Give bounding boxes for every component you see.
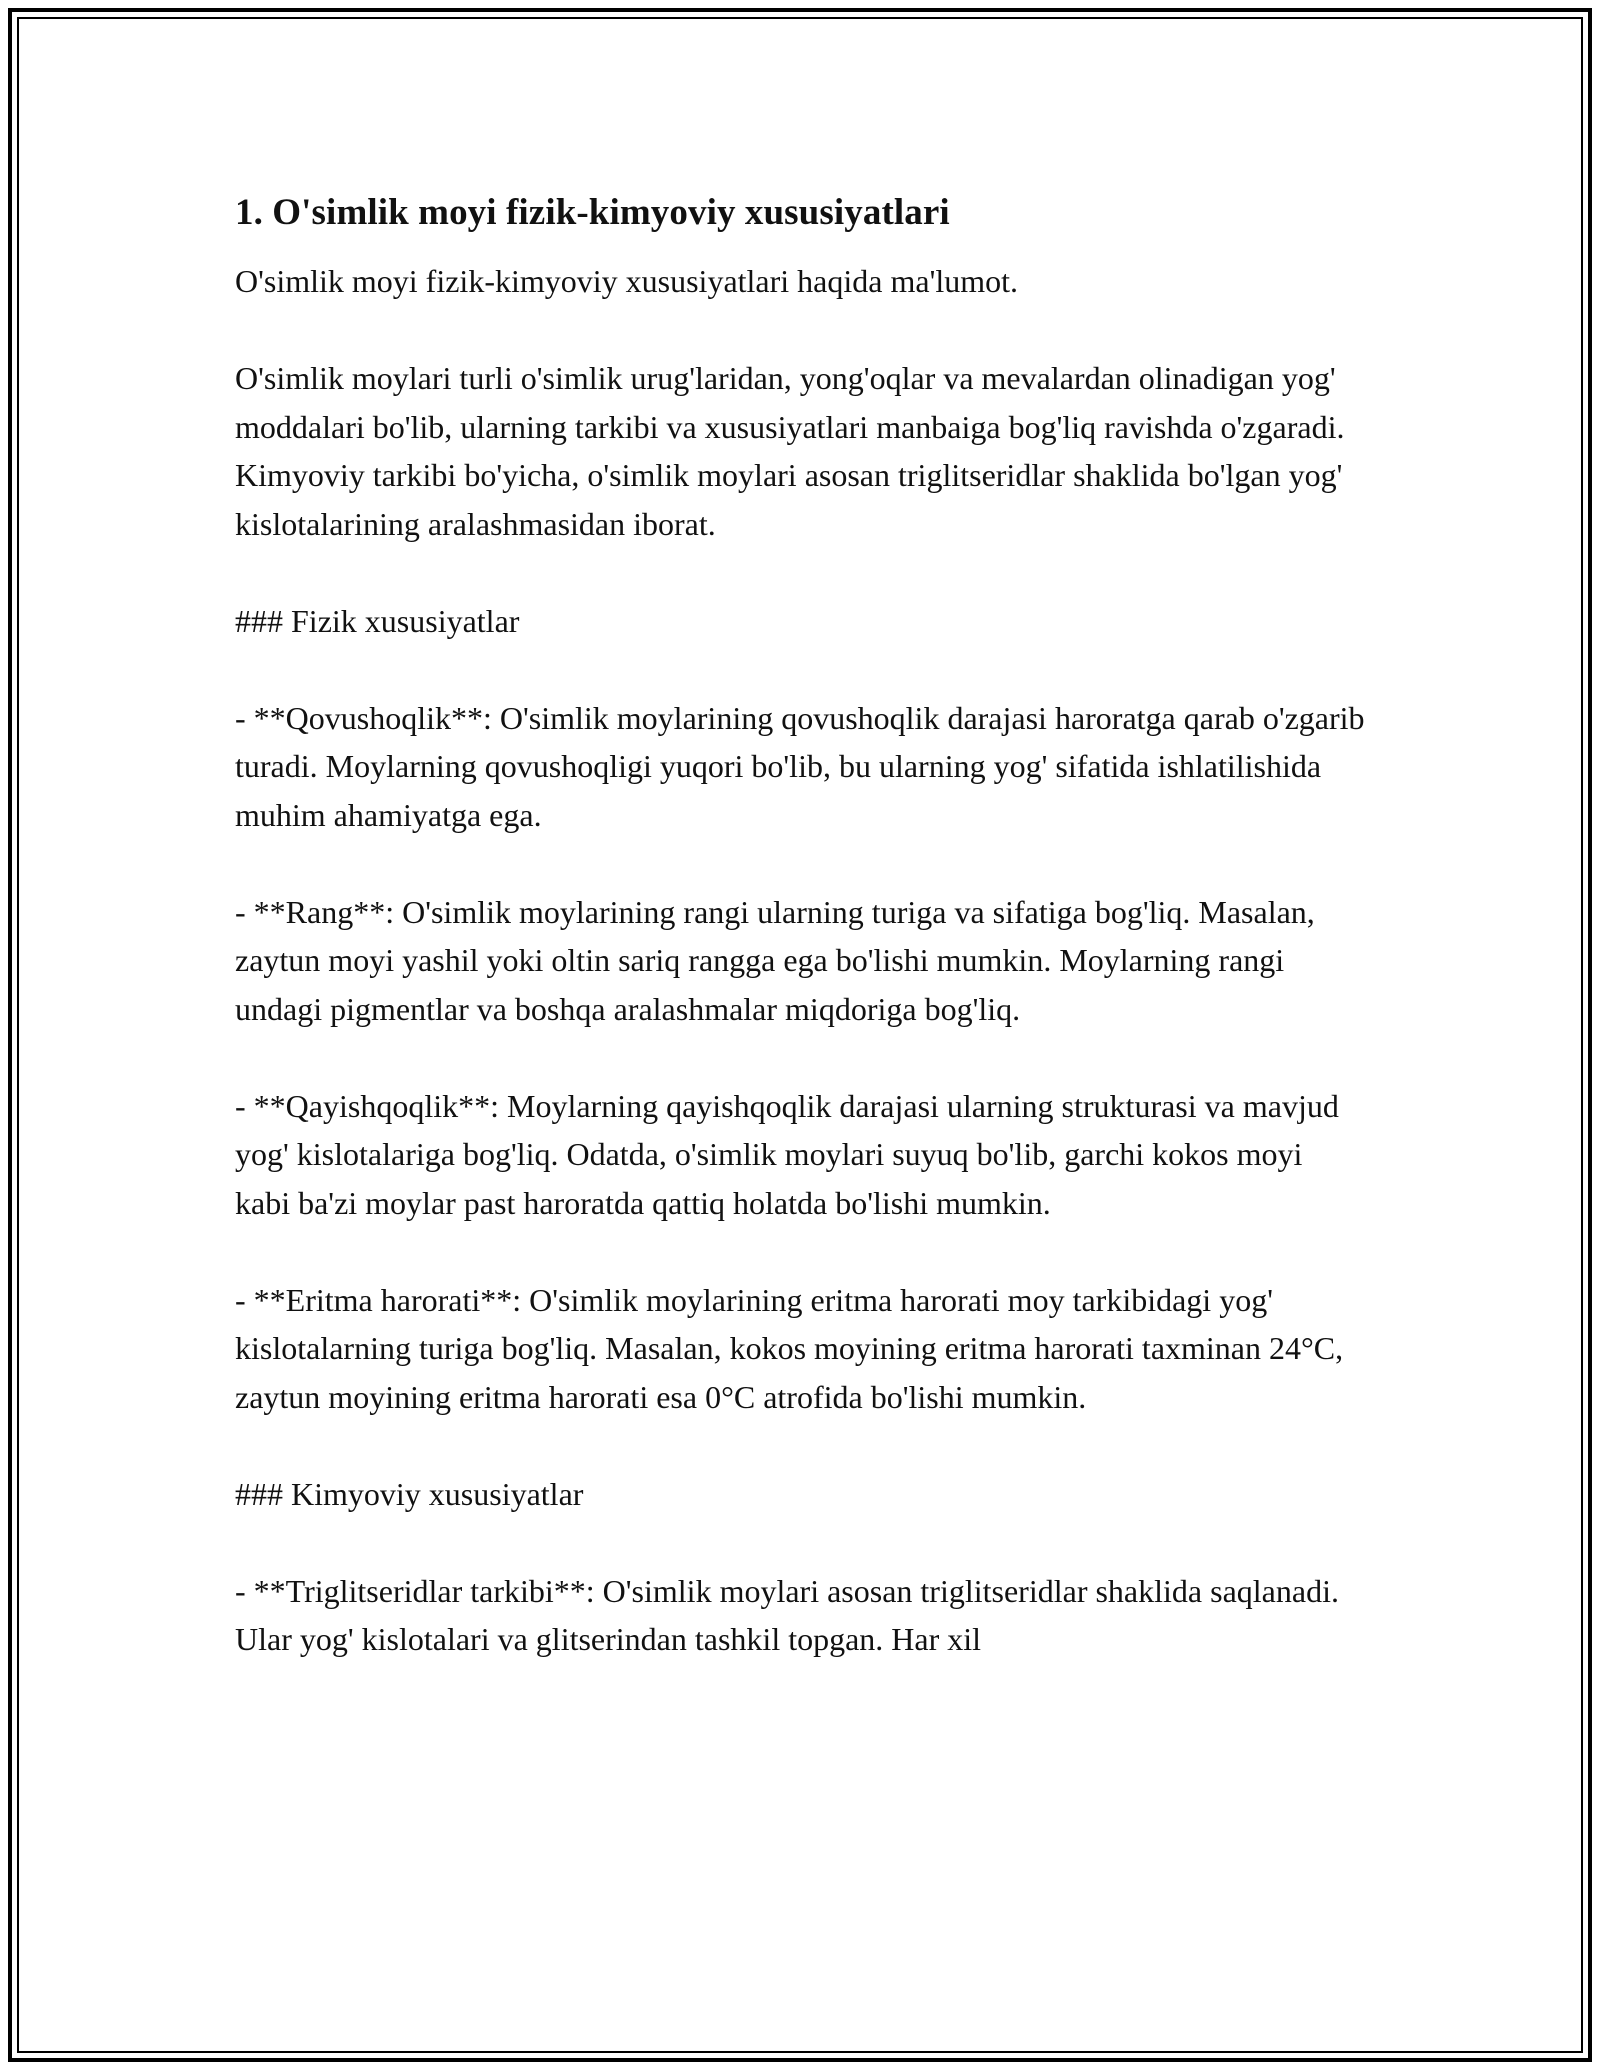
spacer: [235, 1518, 1365, 1567]
overview-paragraph: O'simlik moylari turli o'simlik urug'laridan, yong'oqlar va mevalardan olinadigan yog' moddalari bo'lib, ularning tarkibi va xususiyatlari manbaiga bog'liq ravishda o'zgaradi. Kimyoviy tarkibi bo'yicha, o'simlik moylari asosan triglitseridlar shaklida bo'lgan yog' kislotalarining aralashmasidan iborat.: [235, 360, 1345, 542]
physical-properties-heading: ### Fizik xususiyatlar: [235, 602, 520, 639]
spacer: [235, 548, 1365, 597]
triglyceride-item: - **Triglitseridlar tarkibi**: O'simlik moylari asosan triglitseridlar shaklida saqlanadi. Ular yog' kislotalari va glitserindan tashkil topgan. Har xil: [235, 1572, 1339, 1657]
spacer: [235, 1227, 1365, 1276]
spacer: [235, 306, 1365, 355]
chemical-properties-heading: ### Kimyoviy xususiyatlar: [235, 1475, 584, 1512]
viscosity-item: - **Qovushoqlik**: O'simlik moylarining qovushoqlik darajasi haroratga qarab o'zgarib turadi. Moylarning qovushoqligi yuqori bo'lib, bu ularning yog' sifatida ishlatilishida muhim ahamiyatga ega.: [235, 699, 1365, 833]
spacer: [235, 238, 1365, 257]
spacer: [235, 1421, 1365, 1470]
intro-paragraph: O'simlik moyi fizik-kimyoviy xususiyatlari haqida ma'lumot.: [235, 263, 1018, 299]
document-title: 1. O'simlik moyi fizik-kimyoviy xususiyatlari: [235, 192, 950, 233]
document-body: [235, 188, 1365, 1664]
melting-point-item: - **Eritma harorati**: O'simlik moylarining eritma harorati moy tarkibidagi yog' kislotalarning turiga bog'liq. Masalan, kokos moyining eritma harorati taxminan 24°C, zaytun moyining eritma harorati esa 0°C atrofida bo'lishi mumkin.: [235, 1281, 1344, 1415]
spacer: [235, 839, 1365, 888]
spacer: [235, 645, 1365, 694]
color-item: - **Rang**: O'simlik moylarining rangi ularning turiga va sifatiga bog'liq. Masalan, zaytun moyi yashil yoki oltin sariq rangga ega bo'lishi mumkin. Moylarning rangi undagi pigmentlar va boshqa aralashmalar miqdoriga bog'liq.: [235, 893, 1315, 1027]
elasticity-item: - **Qayishqoqlik**: Moylarning qayishqoqlik darajasi ularning strukturasi va mavjud yog' kislotalariga bog'liq. Odatda, o'simlik moylari suyuq bo'lib, garchi kokos moyi kabi ba'zi moylar past haroratda qattiq holatda bo'lishi mumkin.: [235, 1087, 1339, 1221]
spacer: [235, 1033, 1365, 1082]
